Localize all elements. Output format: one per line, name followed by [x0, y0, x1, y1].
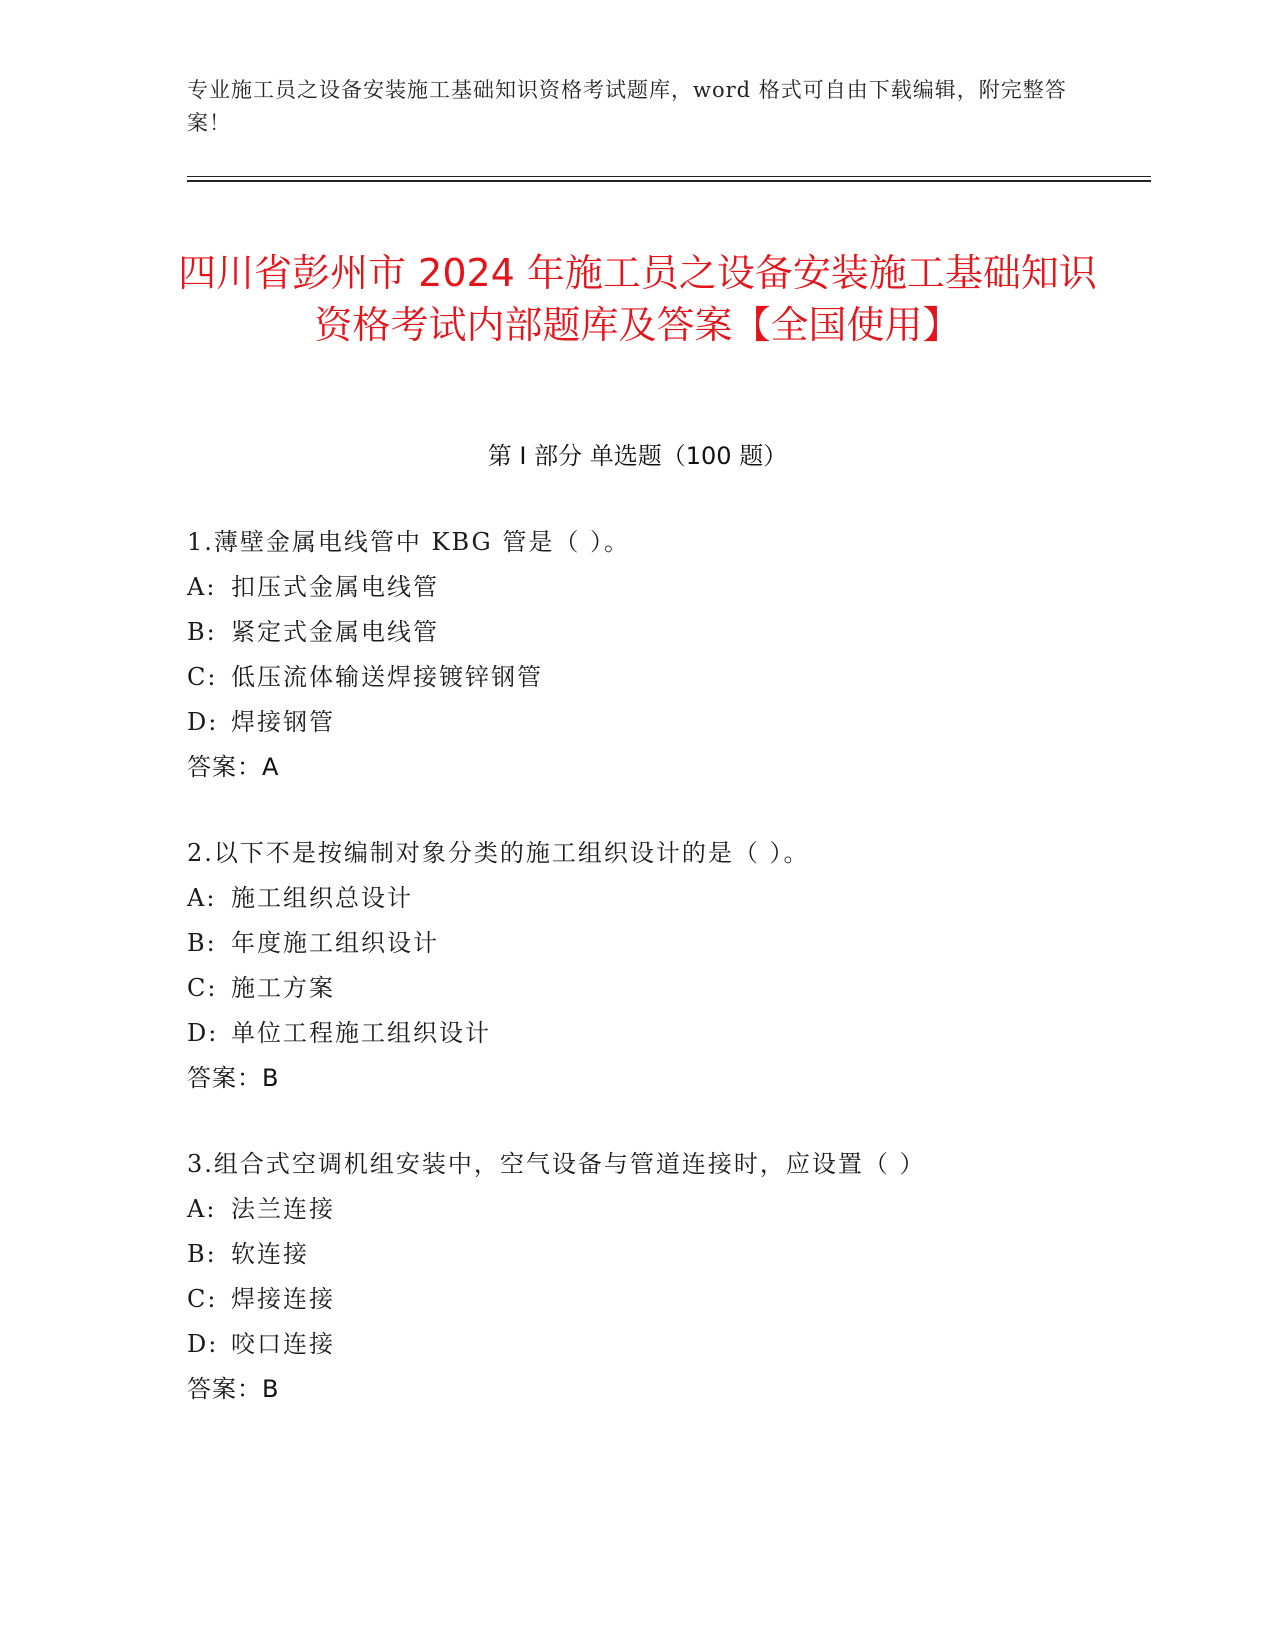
- option-text: 软连接: [231, 1240, 309, 1268]
- option-letter: D:: [187, 708, 219, 736]
- question-3: [187, 1142, 1087, 1412]
- answer-line: [187, 745, 1087, 790]
- option-letter: B:: [187, 929, 217, 957]
- option-a: [187, 1187, 1087, 1232]
- question-list: [187, 520, 1087, 1453]
- option-letter: D:: [187, 1019, 219, 1047]
- option-text: 咬口连接: [231, 1330, 335, 1358]
- option-letter: A:: [187, 573, 217, 601]
- question-2: [187, 831, 1087, 1101]
- option-letter: D:: [187, 1330, 219, 1358]
- answer-value: B: [262, 1064, 280, 1092]
- option-letter: B:: [187, 618, 217, 646]
- option-text: 扣压式金属电线管: [231, 573, 439, 601]
- answer-line: [187, 1367, 1087, 1412]
- option-text: 单位工程施工组织设计: [231, 1019, 491, 1047]
- option-letter: C:: [187, 974, 218, 1002]
- option-letter: A:: [187, 884, 217, 912]
- option-b: [187, 921, 1087, 966]
- option-b: [187, 610, 1087, 655]
- option-letter: C:: [187, 663, 218, 691]
- option-text: 焊接钢管: [231, 708, 335, 736]
- option-text: 紧定式金属电线管: [231, 618, 439, 646]
- document-title: 四川省彭州市 2024 年施工员之设备安装施工基础知识资格考试内部题库及答案【全国使用】: [178, 251, 1097, 348]
- question-1: [187, 520, 1087, 790]
- answer-label: 答案：: [187, 1375, 262, 1403]
- answer-line: [187, 1056, 1087, 1101]
- option-letter: A:: [187, 1195, 217, 1223]
- option-text: 焊接连接: [231, 1285, 335, 1313]
- option-text: 低压流体输送焊接镀锌钢管: [231, 663, 543, 691]
- answer-value: B: [262, 1375, 280, 1403]
- option-text: 法兰连接: [231, 1195, 335, 1223]
- question-stem: 2.以下不是按编制对象分类的施工组织设计的是（ ）。: [187, 839, 810, 867]
- header-note: 专业施工员之设备安装施工基础知识资格考试题库，word 格式可自由下载编辑，附完整答案！: [187, 78, 1067, 135]
- section-heading: 第 I 部分 单选题（100 题）: [487, 442, 788, 470]
- option-a: [187, 565, 1087, 610]
- header-divider-thin: [187, 176, 1151, 177]
- option-c: [187, 655, 1087, 700]
- option-text: 年度施工组织设计: [231, 929, 439, 957]
- option-letter: C:: [187, 1285, 218, 1313]
- option-d: [187, 1011, 1087, 1056]
- header-divider-thick: [187, 180, 1151, 182]
- option-c: [187, 966, 1087, 1011]
- answer-label: 答案：: [187, 753, 262, 781]
- question-stem: 1.薄壁金属电线管中 KBG 管是（ ）。: [187, 528, 630, 556]
- option-d: [187, 700, 1087, 745]
- option-d: [187, 1322, 1087, 1367]
- option-c: [187, 1277, 1087, 1322]
- option-text: 施工方案: [231, 974, 335, 1002]
- option-letter: B:: [187, 1240, 217, 1268]
- answer-label: 答案：: [187, 1064, 262, 1092]
- question-stem: 3.组合式空调机组安装中，空气设备与管道连接时，应设置（ ）: [187, 1150, 926, 1178]
- option-text: 施工组织总设计: [231, 884, 413, 912]
- answer-value: A: [262, 753, 280, 781]
- option-b: [187, 1232, 1087, 1277]
- option-a: [187, 876, 1087, 921]
